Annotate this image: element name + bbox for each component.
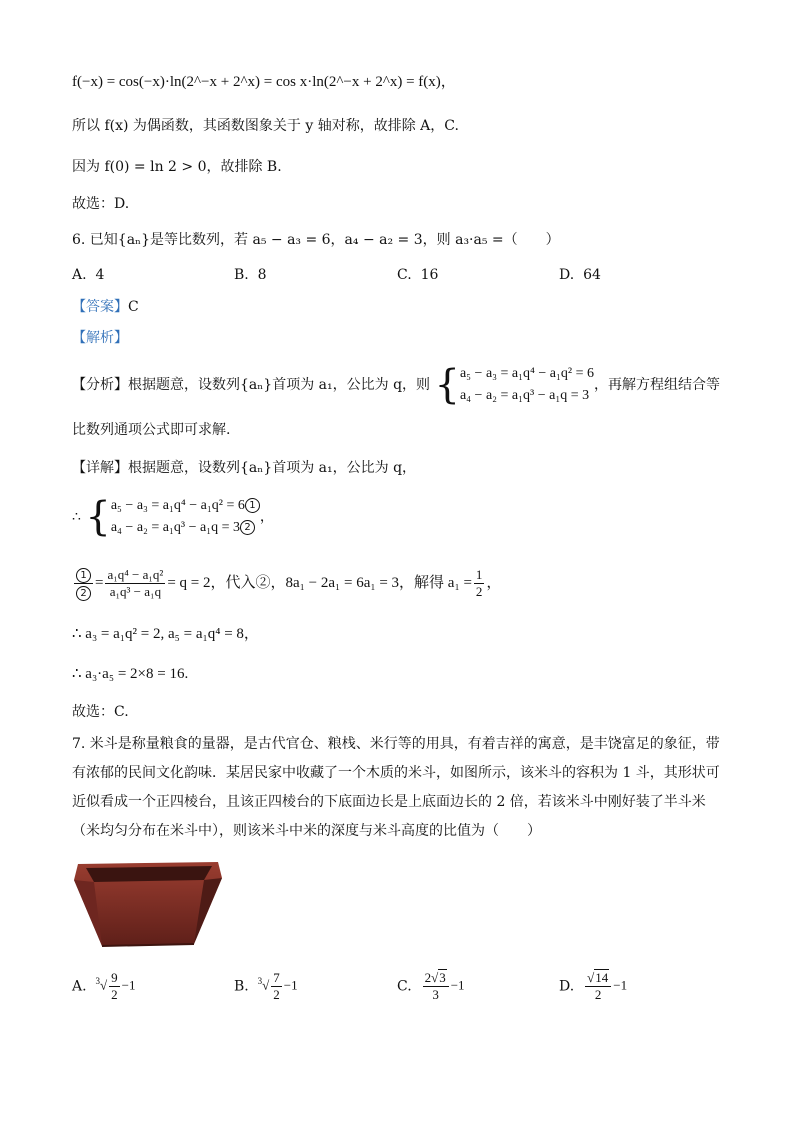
detail-system: a₅ − a₃ = a₁q⁴ − a₁q² = 6 1 a₄ − a₂ = a₁q³ − a₁q = 3 2 xyxy=(111,495,260,539)
q6-option-c: C. 16 xyxy=(397,267,439,283)
ratio-line: $\frac{1}{2}$ = $\frac{\text{a₁q⁴ − a₁q²}}{\text{a₁q³ − a₁q}}$ = q = 2，代入②，8a₁ − 2a₁ = 6a₁ = 3，解得 a₁ = $\frac{1}{2}$ ， xyxy=(72,562,501,604)
q6-option-a: A. 4 xyxy=(72,267,105,283)
circle-ratio: $\frac{1}{2}$ xyxy=(74,567,93,601)
analysis-line xyxy=(72,362,720,408)
q7-option-a: A. $^3$√ $\frac{9}{2}$ −1 xyxy=(72,970,136,1002)
analysis-tag: 【解析】 xyxy=(72,330,128,346)
analysis-text-cont: ，再解方程组结合等 xyxy=(594,377,720,393)
rice-measure-image xyxy=(72,858,224,948)
text-even-conclusion: 所以 f(x) 为偶函数，其函数图象关于 y 轴对称，故排除 A，C. xyxy=(72,118,459,134)
answer-value: C xyxy=(128,299,139,315)
answer-line xyxy=(72,297,139,317)
text-exclude-b: 因为 f(0) = ln 2 > 0，故排除 B. xyxy=(72,159,282,175)
q7-option-b: B. $^3$√ $\frac{7}{2}$ −1 xyxy=(234,970,298,1002)
brace-icon: { xyxy=(434,362,460,408)
text-choice-d: 故选：D. xyxy=(72,196,130,212)
q6-option-b: B. 8 xyxy=(234,267,267,283)
q7-options xyxy=(72,970,722,1010)
circled-two-icon: 2 xyxy=(240,520,255,535)
q-ratio-fraction: $\frac{\text{a₁q⁴ − a₁q²}}{\text{a₁q³ − a₁q}}$ xyxy=(107,567,164,600)
brace-icon: { xyxy=(85,494,111,540)
analysis-system: a₅ − a₃ = a₁q⁴ − a₁q² = 6 a₄ − a₂ = a₁q³ − a₁q = 3 xyxy=(459,366,594,403)
question-7: 7. 米斗是称量粮食的量器，是古代官仓、粮栈、米行等的用具，有着吉祥的寓意，是丰饶富足的象征，带有浓郁的民间文化韵味．某居民家中收藏了一个木质的米斗，如图所示，该米斗的容积为 1 斗，其形状可近似看成一个正四棱台，且该正四棱台的下底面边长是上底面边长的 2 倍，若该米斗中刚好装了半斗米（米均匀分布在米斗中），则该米斗中米的深度与米斗高度的比值为（ ） xyxy=(72,736,720,839)
circled-one-icon: 1 xyxy=(245,498,260,513)
analysis-text: 根据题意，设数列{aₙ}首项为 a₁，公比为 q，则 xyxy=(128,377,431,393)
a3-a5-line: ∴ a₃ = a₁q² = 2, a₅ = a₁q⁴ = 8， xyxy=(72,626,259,642)
detail-text: 根据题意，设数列{aₙ}首项为 a₁，公比为 q， xyxy=(128,460,417,476)
analysis-label: 【分析】 xyxy=(72,377,128,393)
detail-label: 【详解】 xyxy=(72,460,128,476)
analysis-text-end: 比数列通项公式即可求解. xyxy=(72,422,231,438)
final-choice-6: 故选：C. xyxy=(72,704,129,720)
therefore-symbol: ∴ xyxy=(72,509,81,525)
q7-option-c: C. $\frac{2√3}{3}$ −1 xyxy=(397,970,465,1002)
question-6: 6. 已知{aₙ}是等比数列，若 a₅ − a₃ = 6，a₄ − a₂ = 3，则 a₃·a₅ =（ ） xyxy=(72,232,560,248)
q6-option-d: D. 64 xyxy=(559,267,601,283)
half-fraction: $\frac{1}{2}$ xyxy=(475,567,483,600)
product-line: ∴ a₃·a₅ = 2×8 = 16. xyxy=(72,666,189,682)
answer-tag: 【答案】 xyxy=(72,299,128,315)
equation-even-function: f(−x) = cos(−x)·ln(2^−x + 2^x) = cos x·ln(2^−x + 2^x) = f(x)， xyxy=(72,74,456,90)
q6-options xyxy=(72,265,722,285)
q7-option-d: D. $\frac{√14}{2}$ −1 xyxy=(559,970,628,1002)
detail-line xyxy=(72,458,416,478)
analysis-heading xyxy=(72,328,128,348)
detail-system-line: ∴ { a₅ − a₃ = a₁q⁴ − a₁q² = 6 1 a₄ − a₂ = a₁q³ − a₁q = 3 2 ， xyxy=(72,494,274,540)
